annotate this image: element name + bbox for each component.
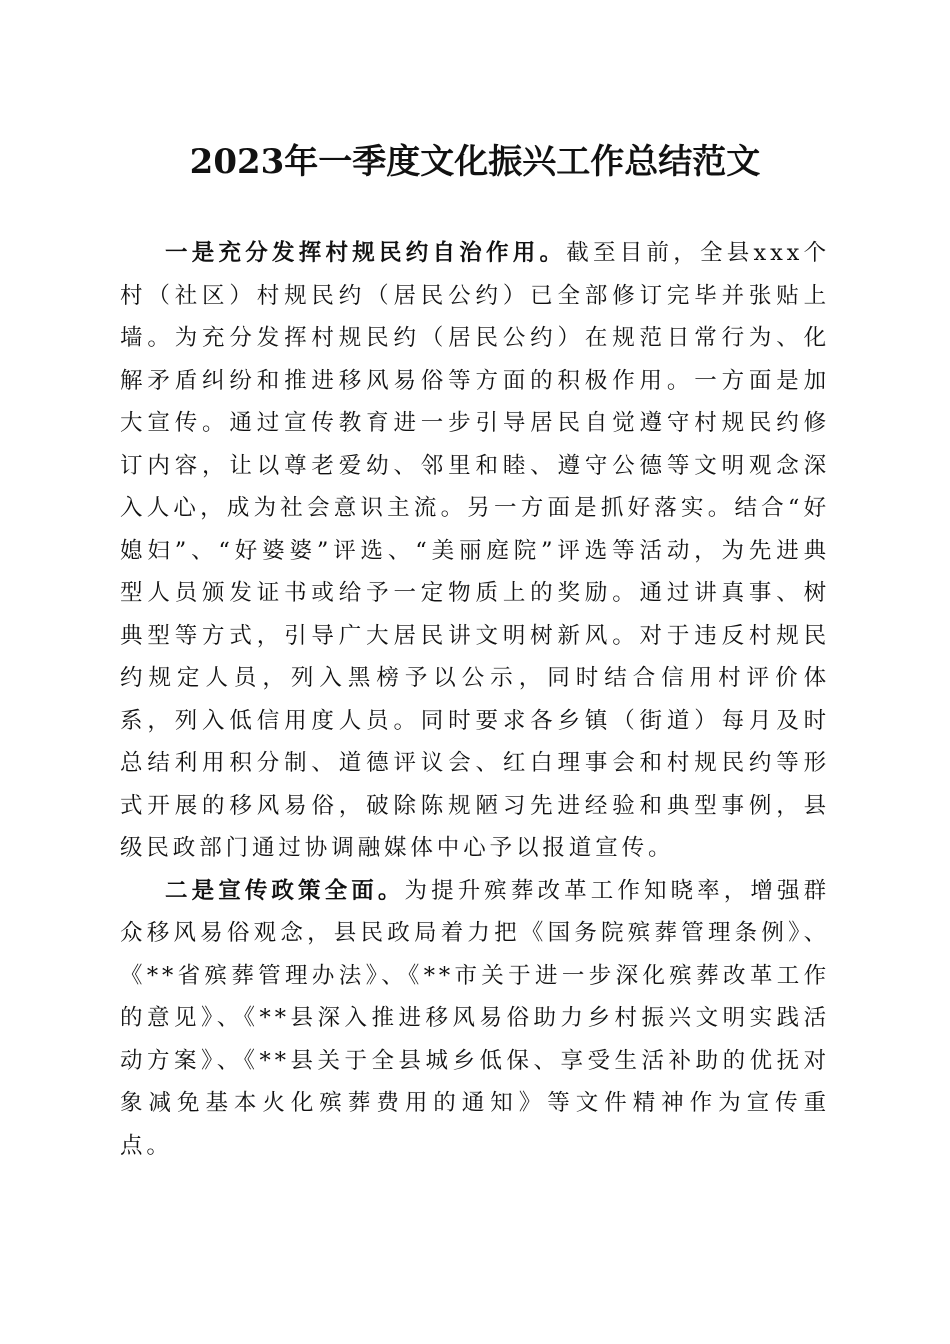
paragraph-2-text: 为提升殡葬改革工作知晓率，增强群众移风易俗观念，县民政局着力把《国务院殡葬管理条例》、《**省殡葬管理办法》、《**市关于进一步深化殡葬改革工作的意见》、《**县深入推进移风易俗助力乡村振兴文明实践活动方案》、《**县关于全县城乡低保、享受生活补助的优抚对象减免基本火化殡葬费用的通知》等文件精神作为宣传重点。 <box>120 877 831 1159</box>
paragraph-1-text: 截至目前，全县xxx个村（社区）村规民约（居民公约）已全部修订完毕并张贴上墙。为充分发挥村规民约（居民公约）在规范日常行为、化解矛盾纠纷和推进移风易俗等方面的积极作用。一方面是加大宣传。通过宣传教育进一步引导居民自觉遵守村规民约修订内容，让以尊老爱幼、邻里和睦、遵守公德等文明观念深入人心，成为社会意识主流。另一方面是抓好落实。结合“好媳妇”、“好婆婆”评选、“美丽庭院”评选等活动，为先进典型人员颁发证书或给予一定物质上的奖励。通过讲真事、树典型等方式，引导广大居民讲文明树新风。对于违反村规民约规定人员，列入黑榜予以公示，同时结合信用村评价体系，列入低信用度人员。同时要求各乡镇（街道）每月及时总结利用积分制、道德评议会、红白理事会和村规民约等形式开展的移风易俗，破除陈规陋习先进经验和典型事例，县级民政部门通过协调融媒体中心予以报道宣传。 <box>120 240 830 861</box>
paragraph-1 <box>120 232 830 870</box>
document-title: 2023年一季度文化振兴工作总结范文 <box>189 142 761 182</box>
paragraph-1-lead: 一是充分发挥村规民约自治作用。 <box>165 240 567 266</box>
paragraph-2-lead: 二是宣传政策全面。 <box>165 877 405 904</box>
document-body <box>120 232 830 1167</box>
paragraph-2 <box>120 870 830 1168</box>
